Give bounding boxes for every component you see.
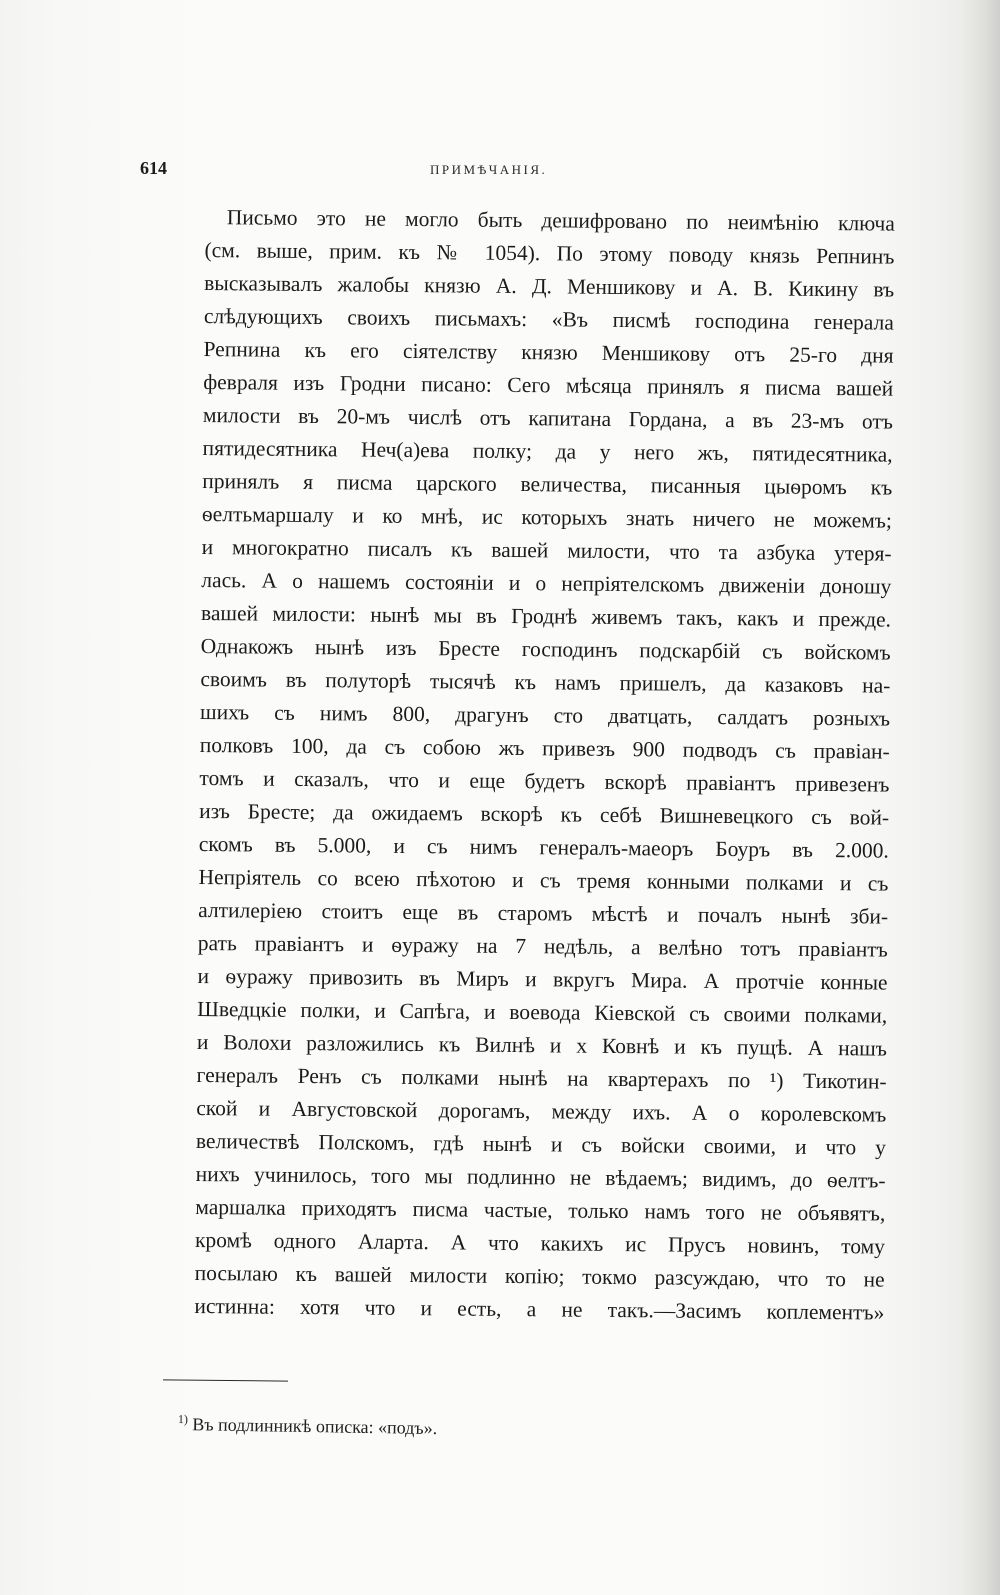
footnote-divider	[163, 1379, 288, 1381]
text-line: вашей милости: нынѣ мы въ Гроднѣ живемъ такъ, какъ и прежде.	[200, 600, 892, 632]
text-line: истинна: хотя что и есть, а не такъ.—Засимъ коплементъ»	[194, 1293, 885, 1325]
text-line: Письмо это не могло быть дешифровано по неимѣнію ключа	[226, 205, 895, 236]
text-line: (см. выше, прим. къ № 1054). По этому поводу князь Репнинъ	[204, 237, 895, 269]
footnote-text: Въ подлинникѣ описка: «подъ».	[192, 1414, 438, 1439]
page-edge-shadow	[962, 0, 1000, 1595]
text-line: и ѳуражу привозить въ Миръ и вкругъ Мира. А протчіе конные	[197, 963, 888, 995]
text-line: высказывалъ жалобы князю А. Д. Меншикову и А. В. Кикину въ	[204, 270, 895, 302]
text-line: ѳелтьмаршалу и ко мнѣ, ис которыхъ знать ничего не можемъ;	[201, 501, 893, 533]
text-line: и многократно писалъ къ вашей милости, что та азбука утеря-	[201, 534, 892, 566]
text-line: рать правіантъ и ѳуражу на 7 недѣль, а велѣно тотъ правіантъ	[197, 930, 888, 962]
text-line: февраля изъ Гродни писано: Сего мѣсяца принялъ я писма вашей	[203, 369, 894, 401]
text-line: изъ Бресте; да ожидаемъ вскорѣ къ себѣ Вишневецкого съ вой-	[199, 798, 890, 830]
text-line: Репнина къ его сіятелству князю Меншикову отъ 25-го дня	[203, 336, 894, 368]
text-line: милости въ 20-мъ числѣ отъ капитана Гордана, а въ 23-мъ отъ	[202, 402, 894, 434]
text-line: шихъ съ нимъ 800, драгунъ сто дватцать, салдатъ розныхъ	[199, 699, 891, 731]
text-line: Шведцкіе полки, и Сапѣга, и воевода Кіевской съ своими полками,	[197, 996, 888, 1028]
text-line: скомъ въ 5.000, и съ нимъ генералъ-маеоръ Боуръ въ 2.000.	[198, 831, 889, 863]
text-line: полковъ 100, да съ собою жъ привезъ 900 подводъ съ правіан-	[199, 732, 890, 764]
running-head: ПРИМѢЧАНІЯ.	[430, 162, 548, 177]
text-line: посылаю къ вашей милости копію; токмо разсуждаю, что то не	[194, 1260, 885, 1292]
text-line: и Волохи разложились къ Вилнѣ и х Ковнѣ и къ пущѣ. А нашъ	[196, 1029, 888, 1061]
footnote-marker: 1)	[177, 1412, 188, 1427]
text-line: лась. А о нашемъ состояніи и о непріятелскомъ движеніи доношу	[201, 567, 892, 599]
text-line: маршалка приходятъ писма частые, только намъ того не объявятъ,	[195, 1194, 886, 1226]
text-line: принялъ я писма царского величества, писанныя цыѳромъ къ	[202, 468, 893, 500]
text-line: Однакожъ нынѣ изъ Бресте господинъ подскарбій съ войскомъ	[200, 633, 891, 665]
text-line: ской и Августовской дорогамъ, между ихъ. А о королевскомъ	[196, 1095, 887, 1127]
text-line: алтилеріею стоитъ еще въ старомъ мѣстѣ и почалъ нынѣ зби-	[198, 897, 889, 929]
text-line: томъ и сказалъ, что и еще будетъ вскорѣ правіантъ привезенъ	[199, 765, 890, 797]
text-line: Непріятель со всею пѣхотою и съ тремя конными полками и съ	[198, 864, 889, 896]
page-number: 614	[140, 158, 167, 178]
footnote	[178, 1412, 438, 1439]
body-text	[194, 201, 895, 1330]
text-line: пятидесятника Неч(а)ева полку; да у него жъ, пятидесятника,	[202, 435, 893, 467]
text-line: своимъ въ полуторѣ тысячѣ къ намъ пришелъ, да казаковъ на-	[200, 666, 891, 698]
text-line: генералъ Ренъ съ полками нынѣ на квартерахъ по ¹) Тикотин-	[196, 1062, 887, 1094]
text-line: кромѣ одного Аларта. А что какихъ ис Прусъ новинъ, тому	[194, 1227, 886, 1259]
text-line: величествѣ Полскомъ, гдѣ нынѣ и съ войски своими, и что у	[195, 1128, 887, 1160]
text-line: нихъ учинилось, того мы подлинно не вѣдаемъ; видимъ, до ѳелтъ-	[195, 1161, 886, 1193]
text-line: слѣдующихъ своихъ письмахъ: «Въ писмѣ господина генерала	[203, 303, 894, 335]
